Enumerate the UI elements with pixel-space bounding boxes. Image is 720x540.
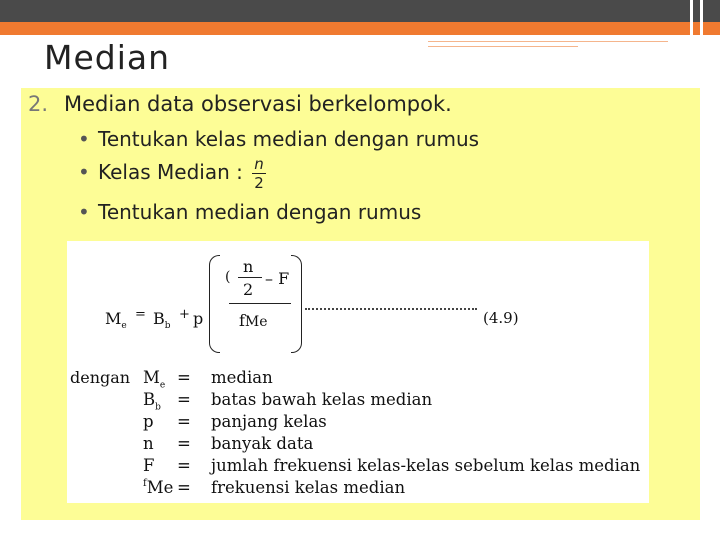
definition-symbol: n bbox=[143, 434, 154, 453]
formula-lhs: $M_e$ bbox=[105, 309, 127, 332]
formula-main-fraction-bar bbox=[229, 303, 291, 304]
bullet-text: Tentukan median dengan rumus bbox=[98, 200, 422, 224]
definition-symbol: $B_b$ bbox=[143, 390, 161, 413]
definition-symbol: $^f$Me bbox=[143, 478, 174, 497]
definition-symbol: p bbox=[143, 412, 154, 431]
definition-equals: = bbox=[177, 456, 191, 475]
top-bar-divider bbox=[700, 0, 703, 35]
formula-plus: + bbox=[179, 307, 190, 322]
top-orange-bar bbox=[0, 22, 720, 35]
item-number: 2. bbox=[28, 92, 49, 116]
fraction-numerator: n bbox=[254, 155, 264, 173]
formula-equals: = bbox=[135, 307, 146, 322]
formula-two: 2 bbox=[243, 280, 254, 299]
bullet-item bbox=[78, 200, 421, 224]
median-formula-image bbox=[67, 241, 649, 503]
definition-symbol: F bbox=[143, 456, 155, 475]
bullet-dot-icon: • bbox=[78, 200, 90, 224]
bullet-text: Kelas Median : bbox=[98, 160, 243, 184]
definition-text: median bbox=[211, 368, 273, 387]
definition-equals: = bbox=[177, 368, 191, 387]
definition-equals: = bbox=[177, 390, 191, 409]
formula-bb: $B_b$ bbox=[153, 309, 171, 332]
formula-left-paren bbox=[209, 255, 220, 353]
definition-equals: = bbox=[177, 478, 191, 497]
bullet-item bbox=[78, 160, 243, 184]
definition-equals: = bbox=[177, 434, 191, 453]
formula-minus-f: – F bbox=[265, 269, 290, 288]
bullet-dot-icon: • bbox=[78, 160, 90, 184]
formula-number: (4.9) bbox=[483, 309, 519, 327]
fraction-denominator: 2 bbox=[254, 174, 264, 192]
definition-text: banyak data bbox=[211, 434, 314, 453]
definition-symbol: $M_e$ bbox=[143, 368, 166, 391]
formula-n-over-2-bar bbox=[238, 277, 262, 278]
formula-right-paren bbox=[291, 255, 302, 353]
definition-text: panjang kelas bbox=[211, 412, 327, 431]
decor-line bbox=[428, 46, 578, 47]
definition-text: jumlah frekuensi kelas-kelas sebelum kelas median bbox=[211, 456, 641, 475]
definition-text: batas bawah kelas median bbox=[211, 390, 433, 409]
median-class-fraction bbox=[252, 156, 266, 191]
top-bar-divider bbox=[690, 0, 693, 35]
item-text: Median data observasi berkelompok. bbox=[64, 92, 452, 116]
formula-fme: fMe bbox=[239, 311, 268, 330]
dengan-label: dengan bbox=[70, 368, 131, 387]
bullet-item bbox=[78, 127, 479, 151]
decor-line bbox=[428, 41, 668, 42]
numbered-item bbox=[28, 92, 452, 116]
top-dark-bar bbox=[0, 0, 720, 22]
definition-equals: = bbox=[177, 412, 191, 431]
formula-small-paren: ( bbox=[225, 269, 231, 285]
definition-text: frekuensi kelas median bbox=[211, 478, 406, 497]
formula-p: p bbox=[193, 309, 204, 328]
slide-title: Median bbox=[44, 38, 171, 77]
bullet-text: Tentukan kelas median dengan rumus bbox=[98, 127, 480, 151]
formula-leader-dots bbox=[305, 307, 477, 310]
bullet-dot-icon: • bbox=[78, 127, 90, 151]
formula-n: n bbox=[243, 257, 254, 276]
